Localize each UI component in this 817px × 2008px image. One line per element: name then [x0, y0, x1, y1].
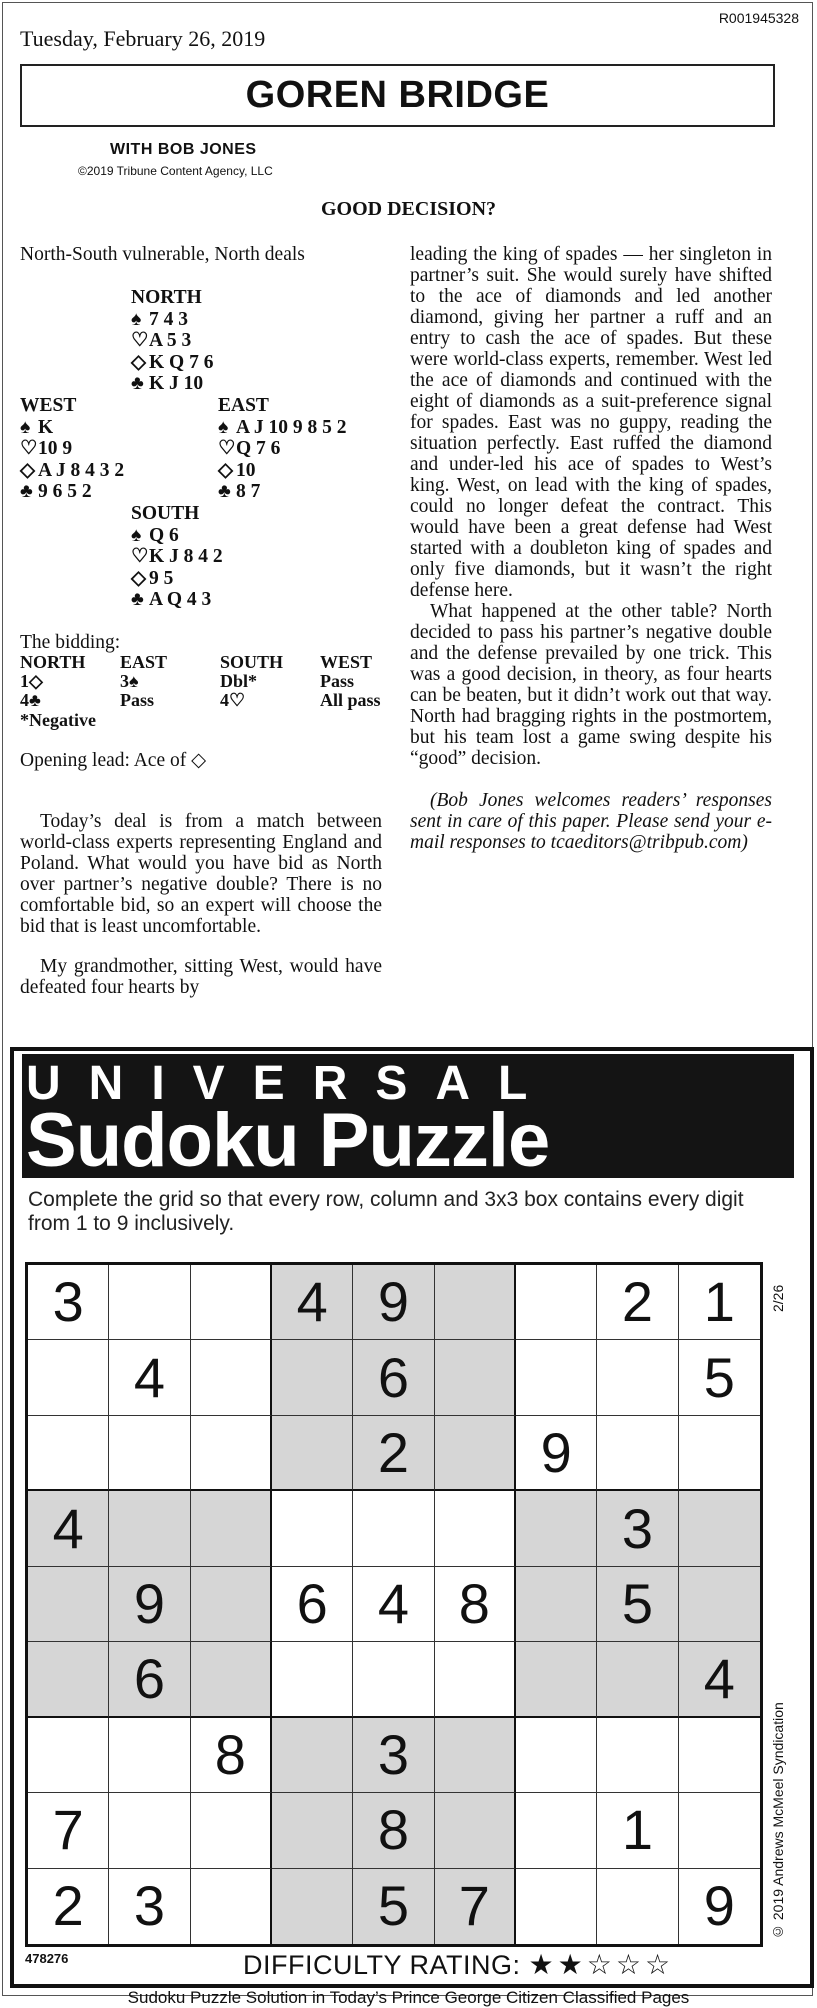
club-icon: ♣ — [131, 589, 144, 610]
north-clubs — [131, 373, 213, 395]
sudoku-instructions: Complete the grid so that every row, column and 3x3 box contains every digit from 1 to 9 inclusively. — [28, 1188, 744, 1235]
sudoku-cell[interactable] — [272, 1793, 353, 1868]
west-clubs — [20, 481, 124, 503]
bid: All pass — [320, 690, 381, 710]
sudoku-cell[interactable] — [597, 1718, 678, 1793]
sudoku-cell[interactable] — [679, 1793, 760, 1868]
sudoku-cell[interactable]: 9 — [516, 1416, 597, 1491]
spade-icon: ♠ — [131, 524, 142, 546]
sudoku-cell[interactable] — [597, 1642, 678, 1717]
south-spades-cards: Q 6 — [149, 524, 179, 546]
sudoku-cell[interactable] — [272, 1416, 353, 1491]
west-spades-cards: K — [38, 416, 54, 438]
sudoku-cell[interactable]: 7 — [28, 1793, 109, 1868]
sudoku-cell[interactable]: 2 — [597, 1265, 678, 1340]
sudoku-cell[interactable] — [435, 1416, 516, 1491]
sudoku-cell[interactable]: 4 — [353, 1567, 434, 1642]
sudoku-cell[interactable]: 8 — [353, 1793, 434, 1868]
sudoku-cell[interactable] — [191, 1793, 272, 1868]
paragraph: My grandmother, sitting West, would have defeated four hearts by — [20, 956, 382, 998]
south-diamonds-cards: 9 5 — [149, 567, 174, 589]
west-hearts-cards: 10 9 — [38, 438, 73, 459]
sudoku-cell[interactable]: 5 — [353, 1869, 434, 1944]
bid: 3♠ — [120, 671, 139, 691]
difficulty-rating — [243, 1948, 674, 1981]
document-code: R001945328 — [718, 10, 799, 26]
sudoku-cell[interactable]: 9 — [109, 1567, 190, 1642]
south-clubs-cards: A Q 4 3 — [149, 589, 212, 610]
club-icon: ♣ — [218, 481, 231, 502]
spade-icon: ♠ — [218, 416, 229, 438]
vulnerability-text: North-South vulnerable, North deals — [20, 244, 305, 265]
sudoku-cell[interactable]: 2 — [353, 1416, 434, 1491]
north-diamonds-cards: K Q 7 6 — [149, 351, 214, 373]
sudoku-cell[interactable]: 2 — [28, 1869, 109, 1944]
spade-icon: ♠ — [20, 416, 31, 438]
sudoku-cell[interactable] — [109, 1491, 190, 1566]
bid: Dbl* — [220, 671, 258, 691]
sudoku-cell[interactable] — [435, 1718, 516, 1793]
puzzle-date: 2/26 — [770, 1284, 786, 1312]
south-clubs — [131, 589, 223, 611]
sudoku-cell[interactable]: 4 — [272, 1265, 353, 1340]
bidding-table — [20, 653, 420, 710]
south-hearts — [131, 546, 223, 568]
east-label: EAST — [218, 395, 269, 416]
sudoku-cell[interactable] — [597, 1340, 678, 1415]
club-icon: ♣ — [131, 373, 144, 394]
sudoku-cell[interactable] — [353, 1491, 434, 1566]
byline: WITH BOB JONES — [110, 141, 257, 158]
diamond-icon: ◇ — [131, 567, 146, 589]
west-diamonds — [20, 460, 124, 482]
south-hearts-cards: K J 8 4 2 — [149, 546, 223, 567]
north-hand — [131, 287, 213, 395]
bidding-note: *Negative — [20, 710, 96, 730]
bid-header: NORTH — [20, 652, 86, 672]
heart-icon: ♡ — [131, 546, 149, 567]
sudoku-cell[interactable]: 3 — [109, 1869, 190, 1944]
north-spades-cards: 7 4 3 — [149, 308, 188, 330]
west-clubs-cards: 9 6 5 2 — [38, 481, 92, 502]
sudoku-cell[interactable] — [109, 1265, 190, 1340]
north-clubs-cards: K J 10 — [149, 373, 204, 394]
sudoku-cell[interactable] — [435, 1642, 516, 1717]
syndication-copyright: © 2019 Andrews McMeel Syndication — [770, 1702, 786, 1940]
east-diamonds — [218, 460, 347, 482]
opening-lead: Opening lead: Ace of ◇ — [20, 750, 207, 771]
north-hearts-cards: A 5 3 — [149, 330, 192, 351]
bidding-row — [20, 691, 420, 710]
bid: Pass — [320, 671, 355, 691]
west-diamonds-cards: A J 8 4 3 2 — [38, 459, 125, 481]
publication-date: Tuesday, February 26, 2019 — [20, 26, 266, 51]
bid: 4♣ — [20, 690, 41, 710]
sudoku-cell[interactable] — [109, 1416, 190, 1491]
sudoku-cell[interactable] — [191, 1642, 272, 1717]
solution-note: Sudoku Puzzle Solution in Today’s Prince George Citizen Classified Pages — [127, 1988, 690, 2007]
sudoku-cell[interactable] — [516, 1642, 597, 1717]
sudoku-cell[interactable] — [272, 1642, 353, 1717]
sudoku-cell[interactable]: 5 — [679, 1340, 760, 1415]
sudoku-cell[interactable] — [516, 1491, 597, 1566]
sudoku-cell[interactable] — [597, 1869, 678, 1944]
sudoku-cell[interactable] — [28, 1718, 109, 1793]
difficulty-label: DIFFICULTY RATING: — [243, 1950, 521, 1980]
sudoku-cell[interactable] — [272, 1718, 353, 1793]
south-label: SOUTH — [131, 503, 200, 524]
east-spades — [218, 417, 347, 439]
east-hearts — [218, 438, 347, 460]
heart-icon: ♡ — [20, 438, 38, 459]
sudoku-cell[interactable] — [516, 1567, 597, 1642]
spade-icon: ♠ — [131, 308, 142, 330]
sudoku-cell[interactable]: 6 — [109, 1642, 190, 1717]
east-hand — [218, 395, 347, 503]
sudoku-cell[interactable] — [353, 1642, 434, 1717]
sudoku-cell[interactable]: 3 — [597, 1491, 678, 1566]
sudoku-cell[interactable] — [435, 1340, 516, 1415]
west-spades — [20, 417, 124, 439]
bidding-header-row — [20, 653, 420, 672]
column-title: GOREN BRIDGE — [20, 64, 775, 127]
sudoku-cell[interactable] — [191, 1265, 272, 1340]
west-hand — [20, 395, 124, 503]
sudoku-cell[interactable]: 6 — [272, 1567, 353, 1642]
diamond-icon: ◇ — [20, 459, 35, 481]
paragraph: Today’s deal is from a match between world-class experts representing England and Poland. What would you have bid as North over partner’s negative double? There is no comfortable bid, so an expert will choose the bid that is least uncomfortable. — [20, 810, 382, 937]
west-hearts — [20, 438, 124, 460]
bidding-row — [20, 672, 420, 691]
bid-header: SOUTH — [220, 652, 284, 672]
sudoku-cell[interactable] — [109, 1718, 190, 1793]
heart-icon: ♡ — [218, 438, 236, 459]
star-rating-icon: ★★☆☆☆ — [528, 1949, 675, 1980]
copyright-line: ©2019 Tribune Content Agency, LLC — [78, 164, 273, 178]
bidding-section — [20, 633, 420, 730]
sudoku-cell[interactable] — [28, 1642, 109, 1717]
left-column-text — [20, 791, 382, 1018]
east-diamonds-cards: 10 — [236, 459, 256, 481]
sudoku-cell[interactable] — [679, 1567, 760, 1642]
west-label: WEST — [20, 395, 77, 416]
sudoku-grid — [25, 1262, 763, 1947]
sudoku-cell[interactable] — [191, 1491, 272, 1566]
north-diamonds — [131, 352, 213, 374]
bidding-label: The bidding: — [20, 632, 121, 653]
puzzle-id: 478276 — [25, 1951, 69, 1966]
sudoku-cell[interactable] — [272, 1491, 353, 1566]
sudoku-cell[interactable]: 4 — [28, 1491, 109, 1566]
sudoku-cell[interactable] — [679, 1416, 760, 1491]
north-label: NORTH — [131, 287, 202, 308]
sudoku-cell[interactable]: 6 — [353, 1340, 434, 1415]
sudoku-cell[interactable] — [516, 1340, 597, 1415]
sudoku-cell[interactable] — [272, 1869, 353, 1944]
sudoku-cell[interactable]: 9 — [703, 1874, 735, 1938]
sudoku-cell[interactable] — [435, 1491, 516, 1566]
south-diamonds — [131, 568, 223, 590]
vulnerability-line — [20, 244, 382, 265]
sudoku-cell[interactable] — [435, 1265, 516, 1340]
sudoku-cell[interactable]: 1 — [679, 1265, 760, 1340]
sudoku-cell[interactable] — [516, 1718, 597, 1793]
sudoku-cell[interactable]: 8 — [435, 1567, 516, 1642]
sudoku-cell[interactable] — [516, 1869, 597, 1944]
north-spades — [131, 309, 213, 331]
sudoku-cell[interactable] — [191, 1869, 272, 1944]
bid: Pass — [120, 690, 155, 710]
south-spades — [131, 525, 223, 547]
sudoku-cell[interactable]: 3 — [353, 1718, 434, 1793]
sudoku-cell[interactable] — [597, 1416, 678, 1491]
sudoku-cell[interactable] — [516, 1793, 597, 1868]
bid-header: EAST — [120, 652, 168, 672]
author-note: (Bob Jones welcomes readers’ responses sent in care of this paper. Please send your e-mail responses to tcaeditors@tribpub.com) — [410, 790, 772, 853]
brand-logo: UNIVERSAL — [26, 1057, 556, 1110]
sudoku-cell[interactable] — [191, 1416, 272, 1491]
sudoku-cell[interactable]: 1 — [597, 1793, 678, 1868]
north-hearts — [131, 330, 213, 352]
sudoku-cell[interactable]: 8 — [191, 1718, 272, 1793]
sudoku-cell[interactable] — [272, 1340, 353, 1415]
sudoku-cell[interactable]: 3 — [28, 1265, 109, 1340]
sudoku-cell[interactable] — [28, 1567, 109, 1642]
sudoku-cell[interactable] — [28, 1416, 109, 1491]
east-clubs — [218, 481, 347, 503]
sudoku-cell[interactable] — [191, 1567, 272, 1642]
east-clubs-cards: 8 7 — [236, 481, 261, 502]
sudoku-cell[interactable] — [28, 1340, 109, 1415]
east-hearts-cards: Q 7 6 — [236, 438, 281, 459]
right-column-text — [410, 244, 772, 853]
article-headline: GOOD DECISION? — [320, 198, 497, 220]
bid: 4♡ — [220, 690, 246, 710]
club-icon: ♣ — [20, 481, 33, 502]
sudoku-cell[interactable]: 7 — [435, 1869, 516, 1944]
east-spades-cards: A J 10 9 8 5 2 — [236, 416, 347, 438]
sudoku-cell[interactable] — [435, 1793, 516, 1868]
sudoku-cell[interactable] — [191, 1340, 272, 1415]
paragraph: What happened at the other table? North decided to pass his partner’s negative double and the defense prevailed by one trick. This was a good decision, in theory, as four hearts can be beaten, but it didn’t work out that way. North had bragging rights in the postmortem, but his team lost a game swing despite his “good” decision. — [410, 601, 772, 769]
sudoku-cell[interactable] — [516, 1265, 597, 1340]
sudoku-cell[interactable] — [109, 1793, 190, 1868]
heart-icon: ♡ — [131, 330, 149, 351]
bid-header: WEST — [320, 652, 373, 672]
diamond-icon: ◇ — [218, 459, 233, 481]
paragraph: leading the king of spades — her singleton in partner’s suit. She would surely have shifted to the ace of diamonds and led another diamond, giving her partner a ruff and an entry to cash the ace of spades. But these were world-class experts, remember. West led the ace of diamonds and continued with the eight of diamonds as a suit-preference signal for spades. East was no guppy, reading the situation perfectly. East ruffed the diamond and under-led his ace of spades to West’s king. West, on lead with the king of spades, could no longer defeat the contract. This would have been a great defense had West started with a doubleton king of spades and only five diamonds, but it wasn’t the right defense here. — [410, 244, 772, 601]
diamond-icon: ◇ — [131, 351, 146, 373]
sudoku-title: Sudoku Puzzle — [26, 1098, 550, 1183]
sudoku-cell[interactable]: 9 — [353, 1265, 434, 1340]
sudoku-cell[interactable]: 4 — [679, 1642, 760, 1717]
sudoku-cell[interactable] — [679, 1718, 760, 1793]
sudoku-cell[interactable] — [679, 1491, 760, 1566]
bid: 1◇ — [20, 671, 43, 691]
sudoku-cell[interactable]: 5 — [597, 1567, 678, 1642]
sudoku-cell[interactable]: 4 — [109, 1340, 190, 1415]
south-hand — [131, 503, 223, 611]
